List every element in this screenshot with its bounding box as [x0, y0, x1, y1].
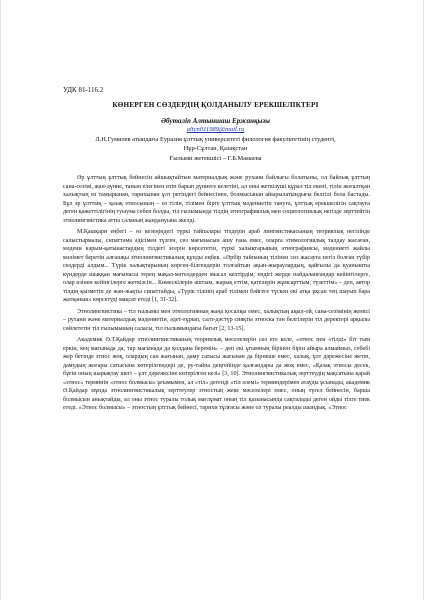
affiliation-university: Л.Н.Гумилев атындағы Еуразия ұлттық университеті филология факультетінің студенті, [95, 136, 336, 143]
article-body [63, 174, 370, 414]
body-paragraph: Академик Ә.Т.Қайдар этнолингвистиканың теориялық мәселелерін сөз ете келе, «этнос пен «тілді» біт тым еркін, кең мағынада да, тар мағынада да қолдана беремін» – деп екі ұғымның бірінен бірін айыра алмаймыз, себебі жер бетінде этнос жоқ, олардың сан жағынан, даму сатысы жағынан да бірнеше емес, халық, ұлт дәрежесіне жетіп, дамудың жоғары сатысына көтерілгендері де, ру-тайпа деңгейінде қалғандары да жоқ емес, «Қазақ этносы десек, бұғін оның шарықтау шегі – ұлт дәрежесіне көтерілген кезі» [3, 10]. Этнолингвистикалық зерттеудің мақсатына қарай «этнос» терминін «этнос болмысы» ұғымымен, ал «тіл» дегенді «тіл әлемі» терминдерімен атауды ұсынады, академик Ә.Қайдар мұнда этнолингвистикалық зерттеулер этностың жеке мәселелері емес, оның түгел бейнесін, барша болмысын анықтайды, ал оны этнос туралы толық мағлұмат оның тіл қазынасында сақталады деген ойды тілге тиек етеді. «Этнос болмысы» – этностың ұлттық бейнесі, тарихи тұлғасы және ол туралы реалды шындық. «Этнос [63, 337, 370, 411]
author-affiliation [57, 135, 374, 163]
body-paragraph: Этнолингвистика – тіл ғылымы мен этнологияның жаңа қосалқы емес, халықтың ақыл-ой, сана-сезімінің жемісі – рухани және материалдық мәдениетін, әдет-ғұрып, салт-дәстүр сияқты этноска тән белгілерін тіл деректері арқылы сөйлететін тіл ғылымының саласы, тіл ғылымындағы бағыт [2, 13-15]. [63, 308, 370, 332]
author-name: Әбуталіп Алтыншаш Ержанқызы [161, 117, 270, 125]
body-paragraph: М.Қашқари еңбегі – өз кезеңіндегі түркі тайпалары тіхдерін араб лингвистикасының теориялық негізінде салыстырмалы, сипаттама әдісімен түзген, сөз мағынасын ашу ғана емес, оларға этимологиялық талдау жасаған, мәдени кәрым-қатынастардың тілдегі әсерін көрсететін, түркі халықтарының этнографиясы, мәдениеті жайлы мәлімет беретін алғашқы этнолингвистикалық құнды еңбек. «Әрбір тайпаның тілінен сөз жасауға негіз болған түбір сөздерді алдым... Түрік халықтарының көрген-білгендерін толғайтын ақын-жыраулардың, қайғылы да қуанышты күндерде шыққан мағынасы терең мақал-мәтелдерден мысал келтірдім, ендігі жерде пайдаланғандар кейінгілерге, олар өзінен кейінгілерге жеткізсін... Көмескілерін аштым, жарық еттім, қателерін жұмсарттым, түзеттім» – деп, автор тілдің қызметін де жан-жақты сипаттайды, «Түрік тілінің араб тілімен бәйгеге түскен екі атқа ұқсап тең шауып бара жатқанын» көрсетуді мақсат етеді [1, 31-32]. [63, 229, 370, 303]
author-email-link[interactable]: altyn011989@mail.ru [186, 126, 245, 133]
udk-code: УДК 81-116.2 [63, 86, 104, 94]
affiliation-city: Нұр-Сұлтан, Қазақстан [183, 145, 248, 153]
article-title: КӨНЕРГЕН СӨЗДЕРДІҢ ҚОЛДАНЫЛУ ЕРЕКШЕЛІКТЕРІ [112, 101, 319, 109]
body-paragraph: Әр ұлттың ұлттық бейнесін айшықтайтын материалдық және рухани байлығы болатыны, ол байлық ұлттың сана-сезімі, жан-дүние, танып елегінен өтіп барып дүниеге келетіні, ал оны жеткізуші құрал тіл екені, тілін жоғалтқан халықтың өз тамырынан, тарихынан ұлт ретіндегі бейнесінен, болмысынан айырылатындығы белгілі бола бастады. Бұл әр ұлттың – қазақ этносының – өз тілін, тілімен бірге ұлттық мәдениетін тануға, ұлттық ерекшелігін сақтауға деген қажеттілігінің туыума себеп болды, тіл ғылымында тілдің этнографиялық мен социологиялық негізде зерттейтін этнолингвистика атты саланың жандануына әкелді. [63, 175, 370, 224]
affiliation-supervisor: Ғылыми жетекшісі – Г.Б.Мамаева [169, 154, 262, 162]
